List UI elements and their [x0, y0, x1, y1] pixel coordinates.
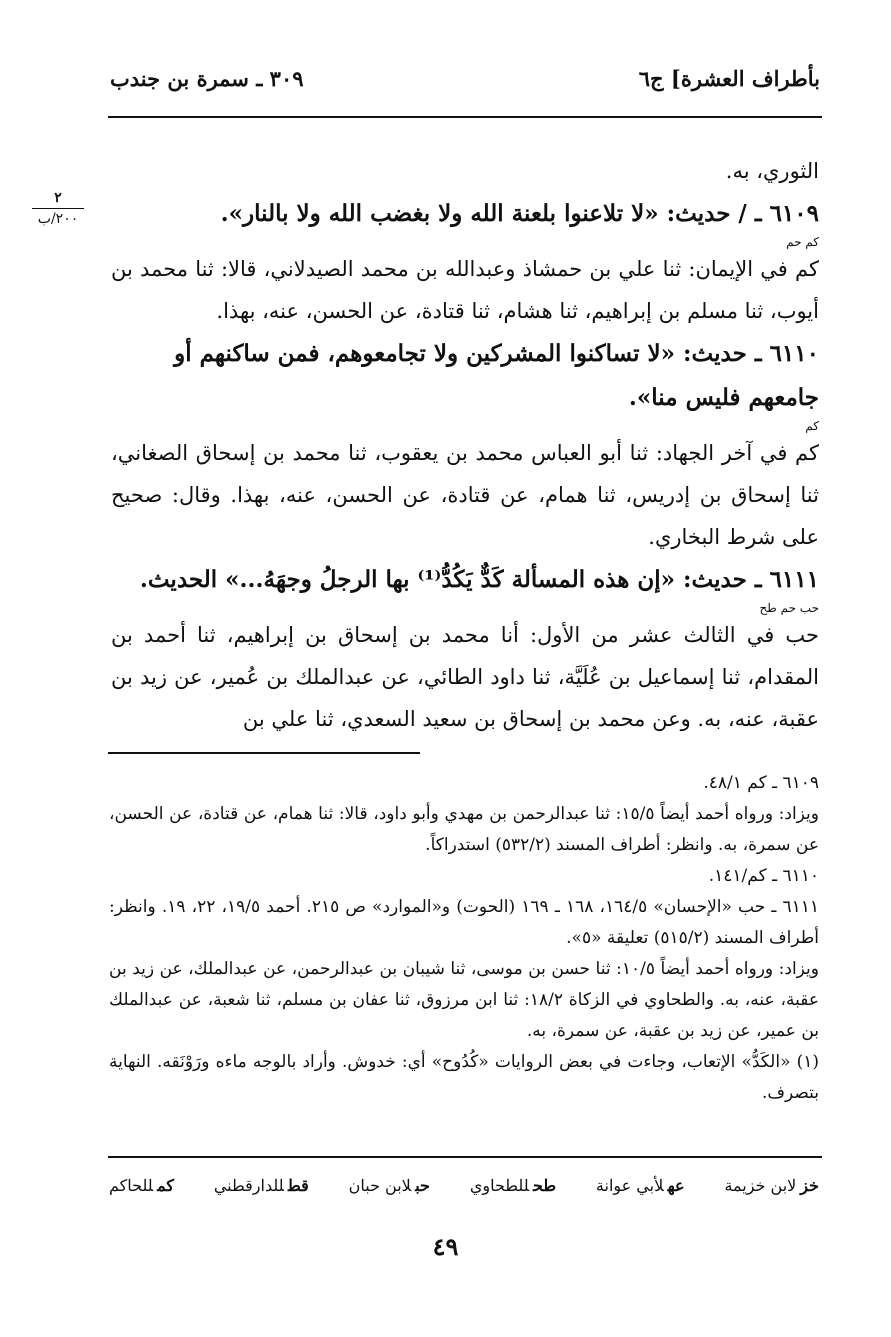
legend-item [470, 1176, 556, 1195]
legend-item [349, 1176, 430, 1195]
hadith-number: ٦١٠٩ [769, 200, 819, 227]
margin-manuscript-ref [28, 190, 88, 227]
footnote-line: (١) «الكَدُّ» الإتعاب، وجاءت في بعض الروايات «كُدُوح» أي: خدوش. وأراد بالوجه ماءه ورَوْنَقه. النهاية بتصرف. [109, 1052, 819, 1103]
legend-code: كم [157, 1176, 174, 1195]
footnote-line: ٦١١٠ ـ كم/١٤١. [708, 866, 819, 886]
hadith-6110-heading [111, 332, 819, 420]
footnotes [109, 768, 819, 1109]
source-tags: كم حم [786, 235, 819, 249]
footnote-line: ويزاد: ورواه أحمد أيضاً ١٥/٥: ثنا عبدالرحمن بن مهدي وأبو داود، قالا: ثنا همام، عن قتادة، عن الحسن، عن سمرة، به. وانظر: أطراف المسند (٥٣٢/٢) استدراكاً. [109, 804, 820, 855]
hadith-6110-chain: كم في آخر الجهاد: ثنا أبو العباس محمد بن يعقوب، ثنا محمد بن إسحاق الصغاني، ثنا إسحاق بن إدريس، ثنا همام، عن قتادة، عن الحسن، عنه، بهذا. وقال: صحيح على شرط البخاري. [111, 441, 819, 549]
hadith-number: ٦١١١ [769, 566, 819, 593]
header-chapter-title: ٣٠٩ ـ سمرة بن جندب [110, 66, 304, 91]
header-rule [108, 116, 822, 118]
hadith-text: ـ / حديث: «لا تلاعنوا بلعنة الله ولا بغضب الله ولا بالنار». [220, 200, 770, 227]
legend-code: حب [415, 1176, 430, 1195]
footnote-line: ٦١٠٩ ـ كم ٤٨/١. [703, 773, 819, 793]
hadith-6111-chain: حب في الثالث عشر من الأول: أنا محمد بن إسحاق بن إبراهيم، ثنا أحمد بن المقدام، ثنا إسماعيل بن عُلَيَّة، ثنا داود الطائي، عن عبدالملك بن عُمير، عن زيد بن عقبة، عنه، به. وعن محمد بن إسحاق بن سعيد السعدي، ثنا علي بن [111, 623, 819, 731]
legend-code: خز [800, 1176, 819, 1195]
legend-code: طح [532, 1176, 557, 1195]
main-text [111, 150, 819, 740]
margin-ref-divider [32, 208, 84, 209]
intro-line: الثوري، به. [725, 159, 819, 183]
footnote-rule [108, 752, 420, 754]
legend-item [724, 1176, 819, 1195]
margin-ref-folio: ٢٠٠/ب [37, 211, 79, 227]
running-header [110, 62, 820, 96]
abbreviation-legend [109, 1176, 819, 1195]
legend-code: قط [287, 1176, 309, 1195]
legend-item [596, 1176, 685, 1195]
hadith-6109-heading [111, 192, 819, 236]
legend-desc: لابن خزيمة [724, 1176, 797, 1195]
legend-desc: للحاكم [109, 1176, 154, 1195]
source-tags: كم [805, 419, 819, 433]
hadith-number: ٦١١٠ [769, 340, 819, 367]
legend-desc: للدارقطني [213, 1176, 284, 1195]
legend-desc: للطحاوي [469, 1176, 529, 1195]
legend-desc: لأبي عوانة [595, 1176, 664, 1195]
margin-ref-number: ٢ [54, 190, 62, 206]
footnote-line: ويزاد: ورواه أحمد أيضاً ١٠/٥: ثنا حسن بن موسى، ثنا شيبان بن عبدالرحمن، عن عبدالملك، عن زيد بن عقبة، عنه، به. والطحاوي في الزكاة ١٨/٢: ثنا ابن مرزوق، ثنا عفان بن مسلم، ثنا شعبة، عن عبدالملك بن عمير، عن زيد بن عقبة، عن سمرة، به. [109, 959, 819, 1041]
hadith-text: ـ حديث: «لا تساكنوا المشركين ولا تجامعوهم، فمن ساكنهم أو جامعهم فليس منا». [174, 340, 819, 411]
header-book-title: بأطراف العشرة] ج٦ [638, 66, 820, 91]
hadith-6111-heading [111, 558, 819, 602]
page-number: ٤٩ [432, 1232, 459, 1261]
legend-rule [108, 1156, 822, 1158]
legend-desc: لابن حبان [348, 1176, 412, 1195]
source-tags: حب حم طح [759, 601, 819, 615]
hadith-6109-chain: كم في الإيمان: ثنا علي بن حمشاذ وعبدالله بن محمد الصيدلاني، قالا: ثنا محمد بن أيوب، ثنا مسلم بن إبراهيم، ثنا هشام، ثنا قتادة، عن الحسن، عنه، بهذا. [111, 257, 819, 323]
legend-item [214, 1176, 309, 1195]
legend-code: عه [667, 1176, 685, 1195]
footnote-line: ٦١١١ ـ حب «الإحسان» ١٦٤/٥، ١٦٨ ـ ١٦٩ (الحوت) و«الموارد» ص ٢١٥. أحمد ١٩/٥، ٢٢، ١٩. وانظر: أطراف المسند (٥١٥/٢) تعليقة «٥». [109, 897, 820, 948]
legend-item [109, 1176, 174, 1195]
hadith-text: ـ حديث: «إن هذه المسألة كَدٌّ يَكُدُّ⁽¹⁾ بها الرجلُ وجهَهُ...» الحديث. [139, 566, 770, 593]
